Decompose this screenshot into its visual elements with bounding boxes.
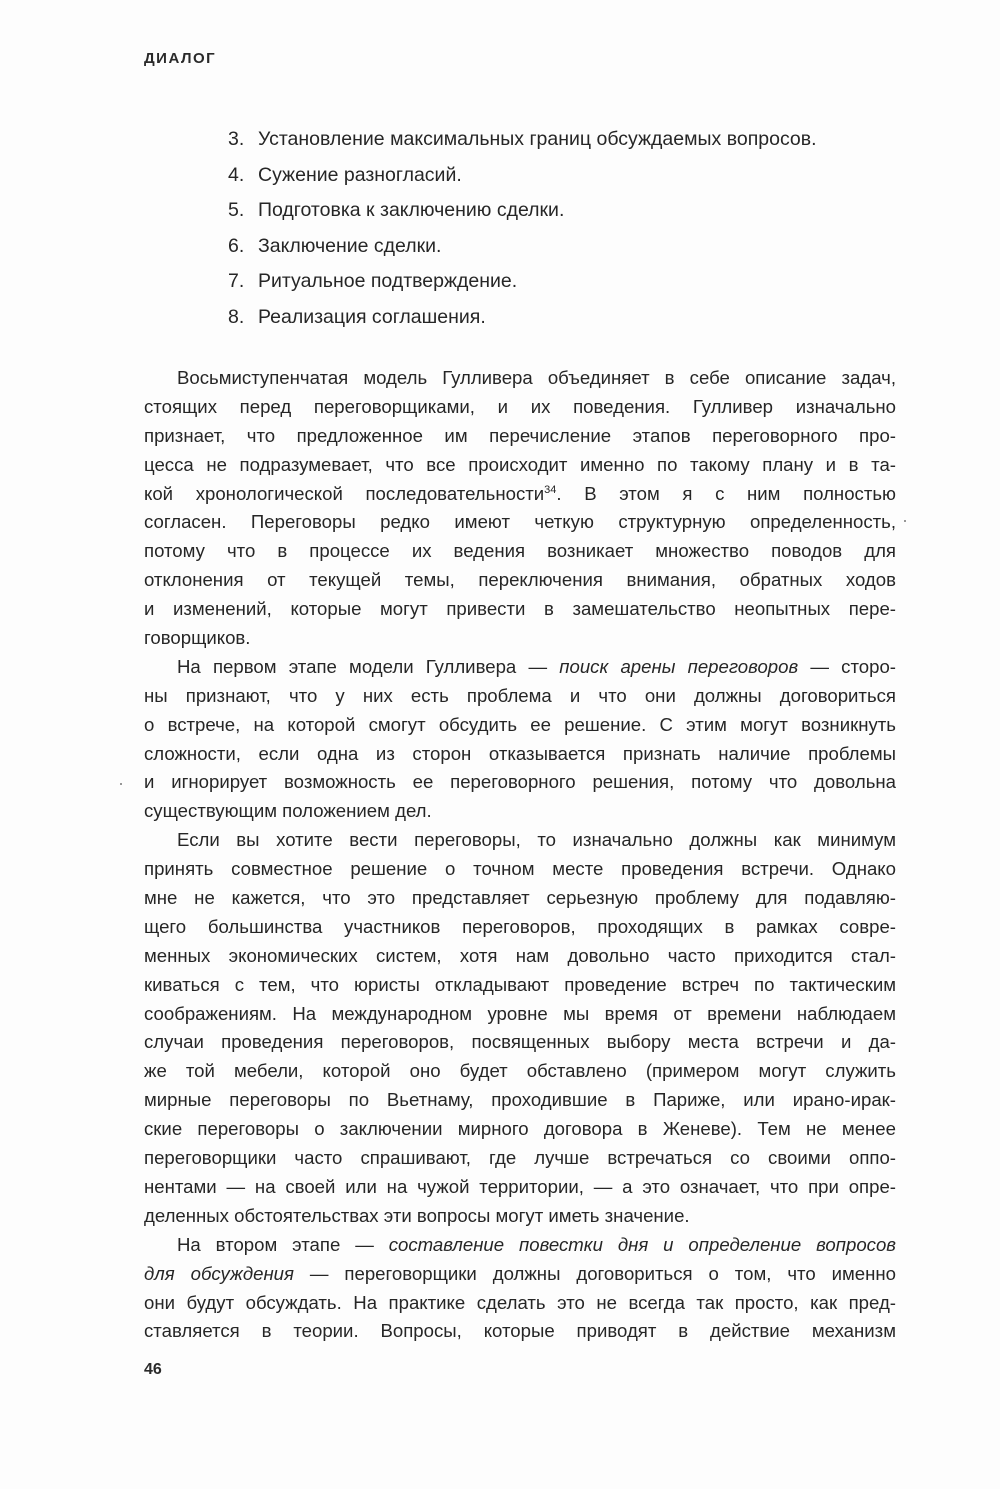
list-item-number: 3. — [228, 128, 245, 150]
text-fragment: . В этом я с ним полностью — [556, 482, 896, 504]
list-item-text: Реализация соглашения. — [258, 305, 486, 328]
list-item-text: Заключение сделки. — [258, 234, 442, 257]
list-item-number: 6. — [228, 234, 245, 257]
paragraph-meeting-place — [144, 826, 896, 1230]
text-line: говорщиков. — [144, 627, 251, 649]
text-line: соображениям. На международном уровне мы время от времени наблюдаем — [144, 1002, 896, 1024]
text-line: менных экономических систем, хотя нам довольно часто приходится стал- — [144, 944, 896, 966]
list-item — [228, 158, 817, 194]
text-line: о встрече, на которой смогут обсудить ее решение. С этим могут возникнуть — [144, 713, 896, 735]
list-item-number: 5. — [228, 199, 245, 221]
stages-list — [228, 122, 817, 335]
text-line: нентами — на своей или на чужой территории, — а это означает, что при опре- — [144, 1175, 896, 1197]
text-line: случаи проведения переговоров, посвященных выбору места встречи и да- — [144, 1031, 896, 1053]
list-item-number: 4. — [228, 163, 245, 186]
list-item-text: Подготовка к заключению сделки. — [258, 199, 565, 221]
text-line: стоящих перед переговорщиками, и их поведения. Гулливер изначально — [144, 395, 896, 417]
scan-speck — [904, 520, 906, 522]
text-line: же той мебели, которой оно будет обставлено (примером могут служить — [144, 1060, 896, 1082]
text-line: ские переговоры о заключении мирного договора в Женеве). Тем не менее — [144, 1118, 896, 1140]
text-line: согласен. Переговоры редко имеют четкую структурную определенность, — [144, 511, 896, 533]
text-line: сложности, если одна из сторон отказывается признать наличие проблемы — [144, 742, 896, 764]
text-fragment: На первом этапе модели Гулливера — — [177, 655, 560, 677]
text-line: и изменений, которые могут привести в замешательство неопытных пере- — [144, 598, 896, 620]
emphasis-term: поиск арены переговоров — [559, 655, 799, 677]
list-item — [228, 264, 817, 300]
text-line: деленных обстоятельствах эти вопросы могут иметь значение. — [144, 1204, 690, 1226]
text-line: щего большинства участников переговоров, проходящих в рамках совре- — [144, 915, 896, 937]
footnote-reference: 34 — [544, 483, 557, 496]
body-text — [144, 364, 896, 1346]
list-item — [228, 229, 817, 265]
list-item — [228, 122, 817, 158]
text-line: Восьмиступенчатая модель Гулливера объединяет в себе описание задач, — [177, 367, 896, 388]
page-number: 46 — [144, 1361, 162, 1378]
scan-speck — [120, 783, 122, 785]
list-item-number: 7. — [228, 270, 245, 292]
text-line: отклонения от текущей темы, переключения внимания, обратных ходов — [144, 569, 896, 591]
text-fragment: — сторо- — [798, 655, 897, 677]
text-fragment: — переговорщики должны договориться о том, что именно — [293, 1262, 897, 1284]
list-item — [228, 193, 817, 229]
emphasis-term: для обсуждения — [144, 1262, 294, 1284]
text-line: существующим положением дел. — [144, 800, 432, 822]
text-line: потому что в процессе их ведения возникает множество поводов для — [144, 540, 896, 562]
paragraph-stage-one — [144, 653, 896, 826]
text-line: киваться с тем, что юристы откладывают проведение встреч по тактическим — [144, 973, 896, 995]
text-line: они будут обсуждать. На практике сделать это не всегда так просто, как пред- — [144, 1291, 896, 1313]
text-line: переговорщики часто спрашивают, где лучше встречаться со своими оппо- — [144, 1147, 896, 1169]
paragraph-stage-two — [144, 1231, 896, 1347]
paragraph-gulliver-model — [144, 364, 896, 653]
text-line: признает, что предложенное им перечисление этапов переговорного про- — [144, 424, 896, 446]
emphasis-term: составление повестки дня и определение вопросов — [388, 1233, 897, 1255]
text-fragment: кой хронологической последовательности — [144, 482, 545, 504]
text-line — [144, 480, 896, 509]
text-line — [144, 653, 896, 682]
running-head: ДИАЛОГ — [144, 50, 217, 67]
text-line — [144, 1260, 896, 1289]
text-line: Если вы хотите вести переговоры, то изначально должны как минимум — [177, 829, 896, 851]
text-fragment: На втором этапе — — [177, 1233, 389, 1255]
text-line — [144, 1231, 896, 1260]
text-line: мне не кажется, что это представляет серьезную проблему для подавляю- — [144, 887, 896, 909]
list-item-text: Сужение разногласий. — [258, 163, 462, 186]
list-item-text: Установление максимальных границ обсуждаемых вопросов. — [258, 128, 817, 150]
text-line: ны признают, что у них есть проблема и что они должны договориться — [144, 684, 896, 706]
text-line: и игнорирует возможность ее переговорного решения, потому что довольна — [144, 771, 896, 793]
list-item-text: Ритуальное подтверждение. — [258, 270, 518, 292]
text-line: цесса не подразумевает, что все происходит именно по такому плану и в та- — [144, 453, 896, 475]
text-line: принять совместное решение о точном месте проведения встречи. Однако — [144, 858, 896, 880]
list-item — [228, 300, 817, 336]
text-line: мирные переговоры по Вьетнаму, проходившие в Париже, или ирано-ирак- — [144, 1089, 896, 1111]
text-line: ставляется в теории. Вопросы, которые приводят в действие механизм — [144, 1320, 896, 1342]
list-item-number: 8. — [228, 305, 245, 328]
